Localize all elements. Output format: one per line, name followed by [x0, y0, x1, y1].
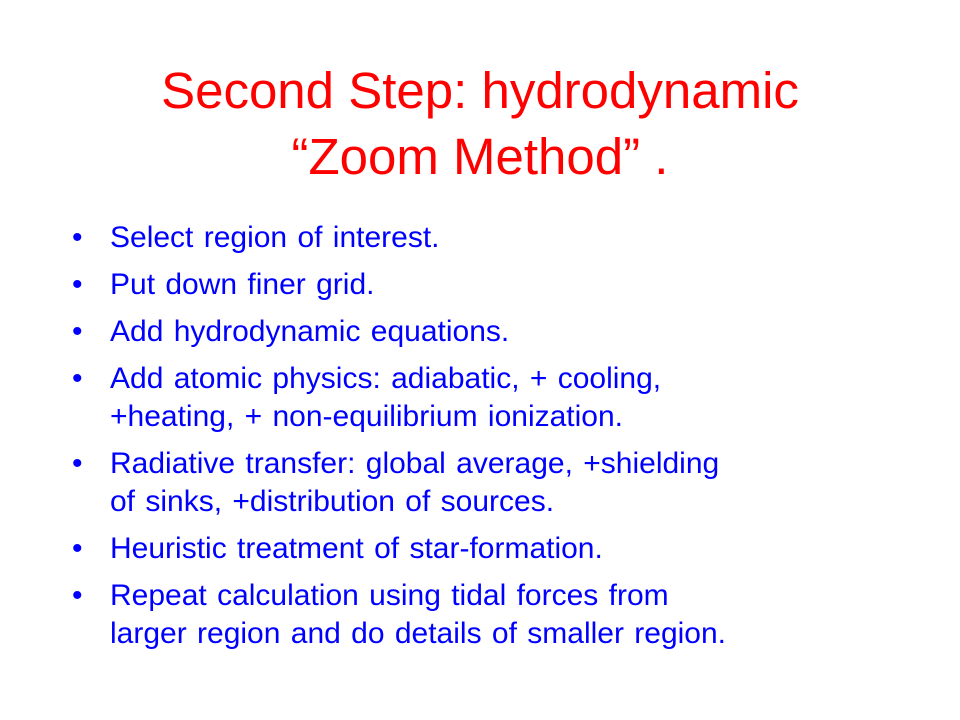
bullet-text: Add hydrodynamic equations. — [110, 315, 510, 348]
bullet-item-6 — [72, 530, 932, 568]
bullet-dot-icon: • — [72, 447, 83, 480]
bullet-text-line-1: Repeat calculation using tidal forces from — [110, 579, 669, 612]
title-line-1: Second Step: hydrodynamic — [161, 62, 799, 119]
bullet-dot-icon: • — [72, 579, 83, 612]
bullet-list — [72, 219, 932, 662]
bullet-text-line-2: +heating, + non-equilibrium ionization. — [110, 400, 623, 433]
bullet-text-line-2: of sinks, +distribution of sources. — [110, 485, 555, 518]
bullet-item-1 — [72, 219, 932, 257]
bullet-text: Heuristic treatment of star-formation. — [110, 532, 603, 565]
bullet-item-7 — [72, 577, 932, 653]
bullet-text: Put down finer grid. — [110, 268, 375, 301]
title-line-2: “Zoom Method” . — [291, 128, 669, 185]
slide-title — [40, 58, 920, 190]
bullet-text-line-1: Radiative transfer: global average, +shielding — [110, 447, 720, 480]
bullet-dot-icon: • — [72, 221, 83, 254]
bullet-item-2 — [72, 266, 932, 304]
bullet-dot-icon: • — [72, 268, 83, 301]
bullet-text-line-2: larger region and do details of smaller region. — [110, 617, 727, 650]
bullet-item-5 — [72, 445, 932, 521]
bullet-item-4 — [72, 360, 932, 436]
bullet-text: Select region of interest. — [110, 221, 440, 254]
bullet-dot-icon: • — [72, 362, 83, 395]
bullet-dot-icon: • — [72, 315, 83, 348]
bullet-dot-icon: • — [72, 532, 83, 565]
bullet-text-line-1: Add atomic physics: adiabatic, + cooling, — [110, 362, 662, 395]
bullet-item-3 — [72, 313, 932, 351]
